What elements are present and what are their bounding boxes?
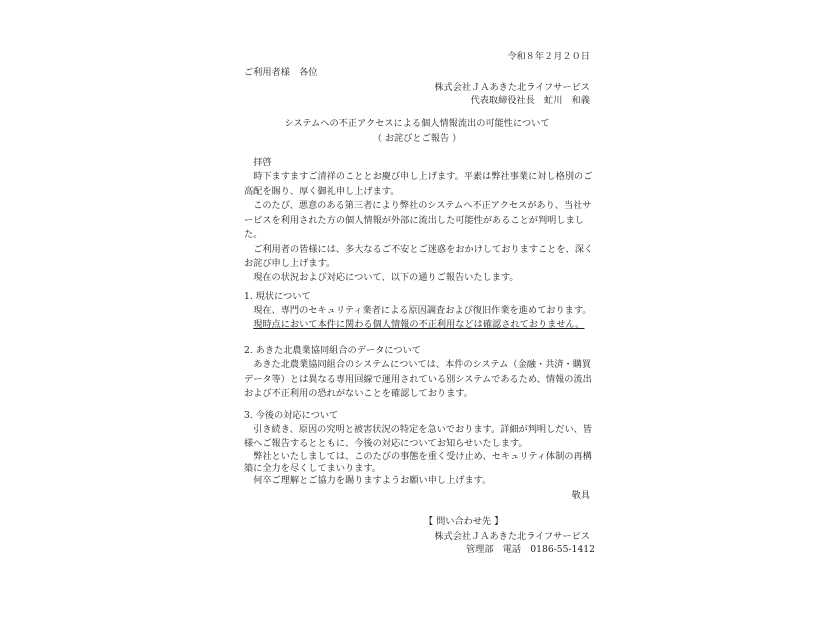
- intro-line: このたび、悪意のある第三者により弊社のシステムへ不正アクセスがあり、当社サ: [253, 200, 592, 211]
- intro-line: お詫び申し上げます。: [244, 258, 336, 269]
- contact-heading: 【 問い合わせ先 】: [424, 516, 504, 527]
- intro-line: 現在の状況および対応について、以下の通りご報告いたします。: [253, 272, 519, 283]
- section1-underlined: 現時点において本件に関わる個人情報の不正利用などは確認されておりません。: [253, 319, 585, 330]
- section3-line: 何卒ご理解とご協力を賜りますようお願い申し上げます。: [253, 475, 492, 486]
- intro-line: 高配を賜り、厚く御礼申し上げます。: [244, 186, 400, 197]
- section1-heading: 1. 現状について: [244, 291, 311, 302]
- section3-line: 弊社といたしましては、このたびの事態を重く受け止め、セキュリティ体制の再構: [253, 451, 592, 462]
- intro-line: ービスを利用された方の個人情報が外部に流出した可能性があることが判明しまし: [244, 215, 584, 226]
- section3-line: 様へご報告するとともに、今後の対応についてお知らせいたします。: [244, 438, 528, 449]
- section3-line: 築に全力を尽くしてまいります。: [244, 463, 382, 474]
- date: 令和８年２月２０日: [507, 51, 590, 62]
- closing: 敬具: [571, 490, 590, 501]
- section1-line: 現在、専門のセキュリティ業者による原因調査および復旧作業を進めております。: [253, 305, 592, 316]
- contact-company: 株式会社ＪＡあきた北ライフサービス: [434, 531, 590, 542]
- sender-company: 株式会社ＪＡあきた北ライフサービス: [434, 82, 590, 93]
- opening: 拝啓: [253, 157, 272, 168]
- intro-line: 時下ますますご清祥のこととお慶び申し上げます。平素は弊社事業に対し格別のご: [253, 171, 593, 182]
- addressee: ご利用者様 各位: [244, 67, 318, 78]
- section2-heading: 2. あきた北農業協同組合のデータについて: [244, 345, 421, 356]
- intro-line: た。: [244, 229, 263, 240]
- contact-department: 管理部 電話 0186-55-1412: [466, 544, 595, 555]
- section2-line: データ等）とは異なる専用回線で運用されている別システムであるため、情報の流出: [244, 374, 592, 385]
- document-subtitle: （ お詫びとご報告 ）: [372, 133, 462, 144]
- section3-line: 引き続き、原因の究明と被害状況の特定を急いでおります。詳細が判明しだい、皆: [253, 424, 593, 435]
- section2-line: および不正利用の恐れがないことを確認しております。: [244, 388, 473, 399]
- section3-heading: 3. 今後の対応について: [244, 410, 339, 421]
- document-title: システムへの不正アクセスによる個人情報流出の可能性について: [284, 118, 550, 129]
- sender-representative: 代表取締役社長 虻川 和義: [470, 95, 590, 106]
- intro-line: ご利用者の皆様には、多大なるご不安とご迷惑をおかけしておりますことを、深く: [253, 244, 594, 255]
- section2-line: あきた北農業協同組合のシステムについては、本件のシステム（金融・共済・購買: [253, 359, 592, 370]
